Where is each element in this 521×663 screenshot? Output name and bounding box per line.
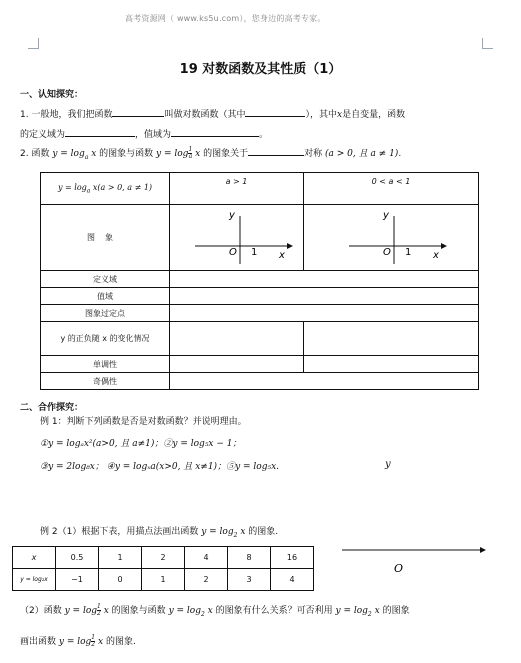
example-2-part-2 xyxy=(20,603,410,618)
text: 1. 一般地，我们把函数 xyxy=(20,110,113,120)
blank xyxy=(171,128,259,137)
one-label: 1 xyxy=(405,246,412,258)
row-label-parity: 奇偶性 xyxy=(41,373,170,390)
example-1-items-1: ①y = logₐx²(a>0, 且 a≠1)；②y = log₅x − 1； xyxy=(40,439,242,449)
row-label-sign: y 的正负随 x 的变化情况 xyxy=(41,322,170,356)
denominator: 2 xyxy=(91,641,96,648)
numerator: 1 xyxy=(91,634,96,641)
origin-label: O xyxy=(394,562,404,575)
text: 的图象 xyxy=(382,606,410,616)
text: . xyxy=(398,149,402,159)
blank xyxy=(245,108,305,117)
question-2 xyxy=(20,146,401,161)
blank xyxy=(112,108,164,117)
cell: 16 xyxy=(271,547,314,569)
page-header: 高考资源网（ www.ks5u.com），您身边的高考专家。 xyxy=(125,14,326,23)
formula-base: a xyxy=(84,153,89,161)
example-1-prompt: 例 1：判断下列函数是否是对数函数？并说明理由。 xyxy=(40,417,247,427)
formula: y = log xyxy=(156,149,189,159)
text: 的图象. xyxy=(248,527,279,537)
section-heading: 二、合作探究： xyxy=(20,403,84,413)
table-header-a-lt-1: 0 < a < 1 xyxy=(304,173,479,205)
cell xyxy=(170,288,479,305)
cell xyxy=(304,356,479,373)
text: （2）函数 xyxy=(20,606,62,616)
page-title: 19 对数函数及其性质（1） xyxy=(179,62,342,77)
text: x xyxy=(336,110,343,120)
row-label-fixed-point: 图象过定点 xyxy=(41,305,170,322)
stray-y-label: y xyxy=(385,459,391,470)
crop-mark xyxy=(482,38,493,49)
row-label-x: x xyxy=(13,547,56,569)
x-axis-arrow-icon xyxy=(287,243,293,249)
coordinate-axes xyxy=(177,208,297,266)
cell: 1 xyxy=(99,547,142,569)
table-row xyxy=(13,569,314,591)
text: ），其中 xyxy=(305,110,337,120)
formula-base: 2 xyxy=(200,610,205,618)
denominator: 2 xyxy=(97,610,101,617)
cell: 3 xyxy=(228,569,271,591)
text: 2. 函数 xyxy=(20,149,50,159)
example-1-items-2: ③y = 2log₈x； ④y = logₓa(x>0, 且 x≠1)；⑤y = log₅x. xyxy=(40,462,280,472)
table-row xyxy=(13,547,314,569)
cell: 2 xyxy=(142,547,185,569)
formula: y = log xyxy=(58,637,92,647)
section-heading: 一、认知探究： xyxy=(20,90,84,100)
text: a xyxy=(86,187,91,195)
cell xyxy=(170,373,479,390)
numerator: 1 xyxy=(188,146,193,153)
cell: 0 xyxy=(99,569,142,591)
one-label: 1 xyxy=(250,246,257,258)
formula: x xyxy=(207,606,213,616)
graph-axes-a-lt-1 xyxy=(304,205,479,271)
x-label: x xyxy=(433,249,439,261)
cell: 0.5 xyxy=(56,547,99,569)
text: 。 xyxy=(259,130,269,140)
text: 是自变量，函数 xyxy=(342,110,406,120)
cell: 2 xyxy=(185,569,228,591)
crop-mark xyxy=(28,38,39,49)
table-header-a-gt-1: a > 1 xyxy=(170,173,304,205)
x-axis-arrow-icon xyxy=(480,547,486,553)
formula: y = log xyxy=(335,606,368,616)
blank xyxy=(248,147,304,156)
text: ，值域为 xyxy=(135,130,172,140)
coordinate-axes xyxy=(331,208,451,266)
y-label: y xyxy=(383,209,389,221)
row-label-range: 值域 xyxy=(41,288,170,305)
cell: 1 xyxy=(142,569,185,591)
x-axis-arrow-icon xyxy=(441,243,447,249)
graph-axes-a-gt-1 xyxy=(170,205,304,271)
text: 的图象与函数 xyxy=(99,149,154,159)
text: 的定义域为 xyxy=(20,130,66,140)
cell: 8 xyxy=(228,547,271,569)
text: 叫做对数函数（其中 xyxy=(164,110,246,120)
formula: y = log xyxy=(168,606,201,616)
numerator: 1 xyxy=(97,603,101,610)
example-2-part-2-cont xyxy=(20,634,136,648)
denominator: a xyxy=(188,153,193,160)
text: 的图象与函数 xyxy=(111,606,166,616)
fraction xyxy=(188,147,192,160)
cell xyxy=(170,356,304,373)
formula: x xyxy=(91,149,97,159)
text: 的图象关于 xyxy=(203,149,249,159)
value-table xyxy=(12,546,314,591)
cell: 4 xyxy=(185,547,228,569)
y-label: y xyxy=(228,209,235,221)
cell: −1 xyxy=(56,569,99,591)
cell xyxy=(170,305,479,322)
formula: x xyxy=(374,606,380,616)
text: x(a > 0, a ≠ 1) xyxy=(92,182,153,192)
text: y = log xyxy=(57,182,87,192)
text: 例 2（1）根据下表，用描点法画出函数 xyxy=(40,527,199,537)
formula: (a > 0, 且 a ≠ 1) xyxy=(325,149,399,159)
row-label-monotonicity: 单调性 xyxy=(41,356,170,373)
text: 画出函数 xyxy=(20,637,57,647)
x-label: x xyxy=(278,249,285,261)
table-header-formula xyxy=(41,173,170,205)
text: 对称 xyxy=(304,149,323,159)
cell xyxy=(170,322,304,356)
formula-base: 2 xyxy=(367,610,372,618)
origin-label: O xyxy=(383,246,391,258)
formula: x xyxy=(195,149,201,159)
logarithm-properties-table xyxy=(40,172,479,390)
formula: y = log xyxy=(64,606,98,616)
cell xyxy=(170,271,479,288)
formula-base: 2 xyxy=(233,531,238,539)
cell: 4 xyxy=(271,569,314,591)
formula: y = log xyxy=(52,149,85,159)
text: 的图象. xyxy=(105,637,136,647)
example-2-axis xyxy=(340,540,490,580)
question-1-line-2 xyxy=(20,127,268,140)
question-1-line-1 xyxy=(20,107,405,120)
formula: x xyxy=(240,527,246,537)
cell xyxy=(304,322,479,356)
formula: x xyxy=(98,637,104,647)
formula: y = log xyxy=(201,527,234,537)
row-label-y: y = log₂x xyxy=(13,569,56,591)
fraction xyxy=(91,635,95,648)
formula: x xyxy=(103,606,109,616)
row-label-domain: 定义域 xyxy=(41,271,170,288)
blank xyxy=(65,128,135,137)
fraction xyxy=(97,604,101,617)
example-2-prompt xyxy=(40,524,278,539)
text: 的图象有什么关系？可否利用 xyxy=(215,606,333,616)
origin-label: O xyxy=(228,246,237,258)
row-label-graph: 图象 xyxy=(41,205,170,271)
